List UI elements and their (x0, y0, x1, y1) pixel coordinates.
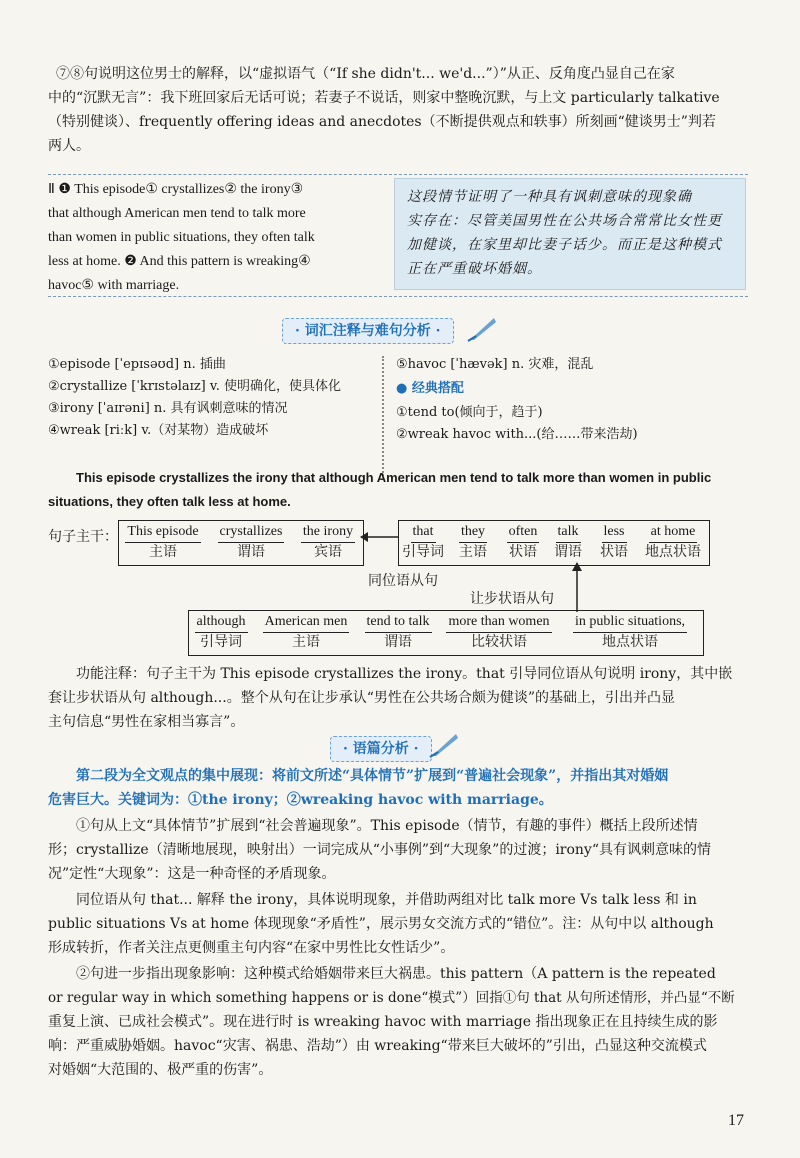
discourse-p1-line: 况”定性“大现象”：这是一种奇怪的矛盾现象。 (48, 866, 336, 882)
section2-english (48, 178, 388, 298)
conc-word: tend to talk 谓语 (366, 614, 430, 650)
section-divider-top (48, 174, 748, 175)
function-note-line-3: 主句信息“男性在家相当寡言”。 (48, 714, 245, 730)
discourse-badge-label: · 语篇分析 · (343, 741, 419, 757)
section2-line: than women in public situations, they often talk (48, 230, 315, 245)
quill-icon (466, 314, 500, 342)
discourse-p3-line: or regular way in which something happens or is done“模式”）回指①句 that 从句所述情形，并凸显“不断 (48, 990, 735, 1006)
main-word: the irony 宾语 (302, 524, 354, 560)
vocab-badge-label: · 词汇注释与难句分析 · (295, 323, 441, 339)
section2-line: Ⅱ ❶ This episode① crystallizes② the irony③ (48, 182, 304, 197)
translation-line: 实存在：尽管美国男性在公共场合常常比女性更 (407, 213, 722, 229)
page-number: 17 (728, 1112, 744, 1129)
intro-line-4: 两人。 (48, 138, 90, 154)
collocation-item: ②wreak havoc with...(给……带来浩劫) (396, 427, 638, 442)
discourse-summary-line-2: 危害巨大。关键词为：①the irony；②wreaking havoc with marriage。 (48, 792, 553, 808)
arrow-up-icon (570, 562, 584, 612)
collocation-item: ①tend to(倾向于，趋于) (396, 405, 543, 420)
conc-word: more than women 比较状语 (448, 614, 550, 650)
appos-word: talk 谓语 (554, 524, 582, 560)
intro-line-1: ⑦⑧句说明这位男士的解释，以“虚拟语气（“If she didn't... we'd...”）”从正、反角度凸显自己在家 (56, 66, 675, 82)
discourse-p2-line: 同位语从句 that... 解释 the irony，具体说明现象，并借助两组对比 talk more Vs talk less 和 in (76, 892, 697, 908)
intro-line-3: （特别健谈）、frequently offering ideas and anecdotes（不断提供观点和轶事）所刻画“健谈男士”判若 (48, 114, 716, 130)
appos-word: often 状语 (508, 524, 538, 560)
vocab-item: ①episode [ˈepɪsəʊd] n. 插曲 (48, 357, 226, 372)
vocab-divider (382, 356, 384, 476)
discourse-p3-line: 对婚姻“大范围的、极严重的伤害”。 (48, 1062, 273, 1078)
discourse-p3-line: 响：严重威胁婚姻。havoc“灾害、祸患、浩劫”）由 wreaking“带来巨大破坏的”引出，凸显这种交流模式 (48, 1038, 707, 1054)
translation-line: 加健谈，在家里却比妻子话少。而正是这种模式 (407, 237, 722, 253)
concessive-clause-label: 让步状语从句 (470, 591, 554, 607)
main-word: This episode 主语 (127, 524, 199, 560)
section2-line: havoc⑤ with marriage. (48, 278, 180, 293)
main-word: crystallizes 谓语 (219, 524, 283, 560)
discourse-p2-line: 形成转折，作者关注点更侧重主句内容“在家中男性比女性话少”。 (48, 940, 455, 956)
discourse-p1-line: 形；crystallize（清晰地展现，映射出）一词完成从“小事例”到“大现象”的过渡；irony“具有讽刺意味的情 (48, 842, 712, 858)
section2-translation-box (394, 178, 746, 290)
conc-word: in public situations, 地点状语 (574, 614, 686, 650)
appositive-clause-label: 同位语从句 (368, 573, 438, 589)
key-sentence-line-1: This episode crystallizes the irony that although American men tend to talk more than women in public (76, 470, 712, 485)
section2-line: less at home. ❷ And this pattern is wreaking④ (48, 254, 311, 269)
vocab-item: ⑤havoc [ˈhævək] n. 灾难，混乱 (396, 357, 594, 372)
conc-word: American men 主语 (264, 614, 348, 650)
discourse-summary-line-1: 第二段为全文观点的集中展现：将前文所述“具体情节”扩展到“普遍社会现象”，并指出其对婚姻 (76, 768, 669, 784)
conc-word: although 引导词 (196, 614, 246, 650)
translation-line: 这段情节证明了一种具有讽刺意味的现象确 (407, 189, 692, 205)
intro-line-2: 中的“沉默无言”：我下班回家后无话可说；若妻子不说话，则家中整晚沉默，与上文 particularly talkative (48, 90, 720, 106)
discourse-section-badge (330, 736, 432, 762)
appos-word: that 引导词 (402, 524, 444, 560)
section-divider-bottom (48, 296, 748, 297)
quill-icon (428, 730, 462, 758)
discourse-p3-line: 重复上演、已成社会模式”。现在进行时 is wreaking havoc with marriage 指出现象正在且持续生成的影 (48, 1014, 718, 1030)
classic-collocation-title: ● 经典搭配 (396, 381, 464, 396)
vocab-item: ③irony [ˈaɪrəni] n. 具有讽刺意味的情况 (48, 401, 288, 416)
appos-word: they 主语 (459, 524, 487, 560)
discourse-p2-line: public situations Vs at home 体现现象“矛盾性”，展示男女交流方式的“错位”。注：从句中以 although (48, 916, 714, 932)
appos-word: at home 地点状语 (645, 524, 701, 560)
discourse-p1-line: ①句从上文“具体情节”扩展到“社会普遍现象”。This episode（情节，有趣的事件）概括上段所述情 (76, 818, 698, 834)
section2-line: that although American men tend to talk more (48, 206, 306, 221)
appos-word: less 状语 (600, 524, 628, 560)
arrow-left-icon (360, 530, 400, 544)
translation-line: 正在严重破坏婚姻。 (407, 261, 542, 277)
main-clause-label: 句子主干： (48, 529, 118, 545)
discourse-p3-line: ②句进一步指出现象影响：这种模式给婚姻带来巨大祸患。this pattern（A pattern is the repeated (76, 966, 716, 982)
function-note-line-2: 套让步状语从句 although...。整个从句在让步承认“男性在公共场合颇为健谈”的基础上，引出并凸显 (48, 690, 676, 706)
vocab-item: ④wreak [riːk] v.（对某物）造成破坏 (48, 423, 269, 438)
vocab-item: ②crystallize [ˈkrɪstəlaɪz] v. 使明确化，使具体化 (48, 379, 341, 394)
key-sentence-line-2: situations, they often talk less at home. (48, 494, 291, 509)
vocab-section-badge (282, 318, 454, 344)
function-note-line-1: 功能注释：句子主干为 This episode crystallizes the irony。that 引导同位语从句说明 irony，其中嵌 (76, 666, 733, 682)
